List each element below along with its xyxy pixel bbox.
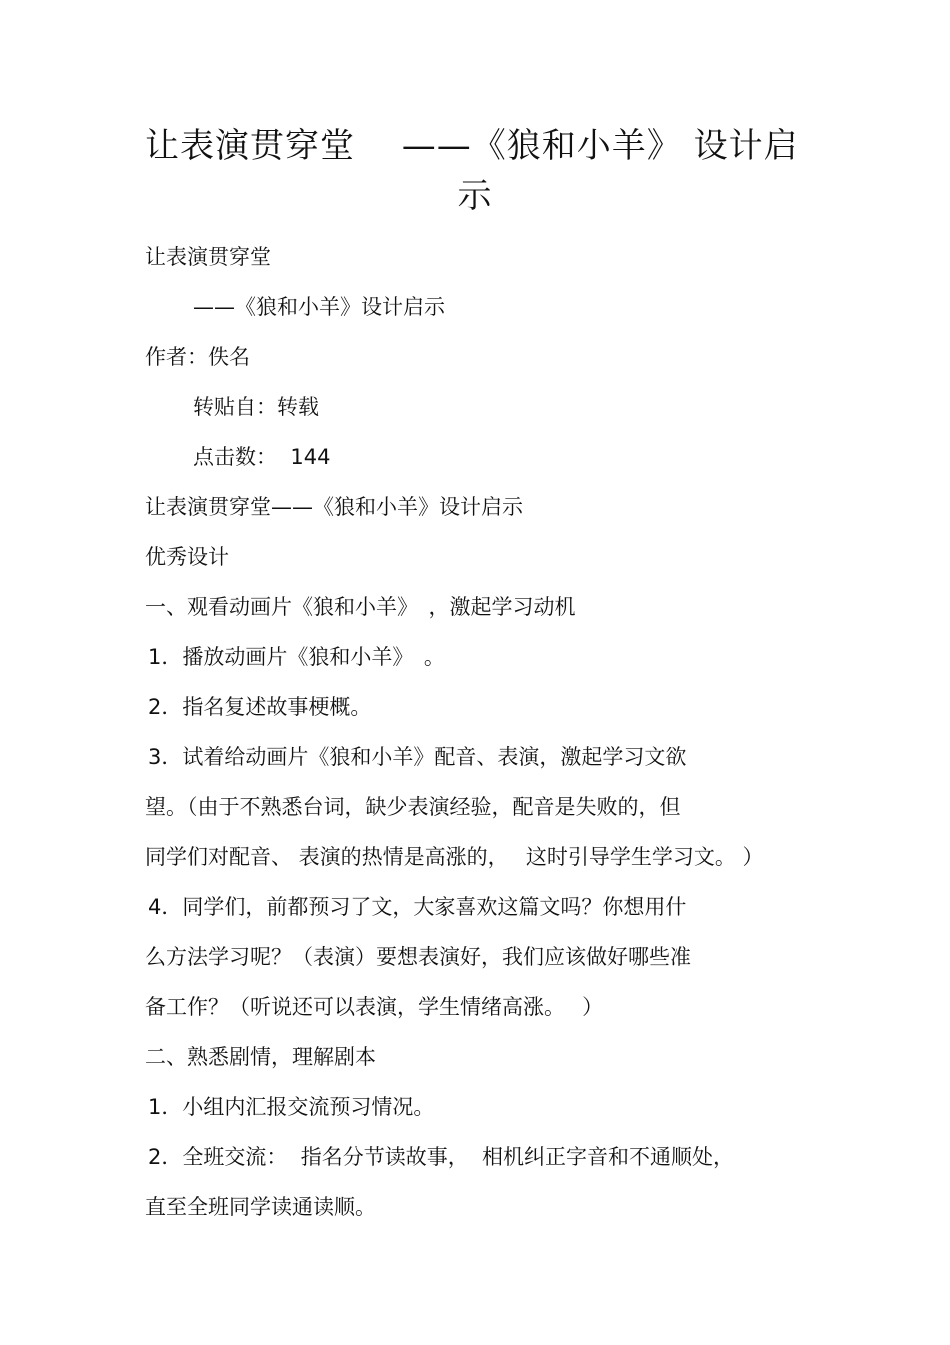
paragraph-line: 么方法学习呢？（表演）要想表演好，我们应该做好哪些准 [145, 945, 691, 969]
paragraph-line: 1．小组内汇报交流预习情况。 [148, 1095, 435, 1119]
click-count-line: 点击数： 144 [193, 445, 331, 469]
source-line: 转贴自：转载 [193, 395, 319, 419]
subtitle-sub: ——《狼和小羊》设计启示 [193, 295, 445, 319]
subtitle-main: 让表演贯穿堂 [145, 245, 271, 269]
document-title-line-1: 让表演贯穿堂 ——《狼和小羊》 设计启 [145, 126, 799, 166]
author-line: 作者：佚名 [145, 345, 250, 369]
section-heading-1: 一、观看动画片《狼和小羊》 ，激起学习动机 [145, 595, 576, 619]
paragraph-line: 同学们对配音、 表演的热情是高涨的， 这时引导学生学习文。 ） [145, 845, 764, 869]
paragraph-line: 望。（由于不熟悉台词，缺少表演经验，配音是失败的，但 [145, 795, 681, 819]
paragraph-line: 2．全班交流： 指名分节读故事， 相机纠正字音和不通顺处， [148, 1145, 735, 1169]
paragraph-line: 4．同学们，前都预习了文，大家喜欢这篇文吗？你想用什 [148, 895, 687, 919]
paragraph-line: 备工作？（听说还可以表演，学生情绪高涨。 ） [145, 995, 604, 1019]
paragraph-line: 1．播放动画片《狼和小羊》 。 [148, 645, 445, 669]
section-heading-2: 二、熟悉剧情，理解剧本 [145, 1045, 376, 1069]
paragraph-line: 直至全班同学读通读顺。 [145, 1195, 376, 1219]
document-title-line-2: 示 [457, 176, 493, 216]
article-heading: 让表演贯穿堂——《狼和小羊》设计启示 [145, 495, 523, 519]
section-label: 优秀设计 [145, 545, 229, 569]
paragraph-line: 2．指名复述故事梗概。 [148, 695, 372, 719]
paragraph-line: 3．试着给动画片《狼和小羊》配音、表演，激起学习文欲 [148, 745, 687, 769]
